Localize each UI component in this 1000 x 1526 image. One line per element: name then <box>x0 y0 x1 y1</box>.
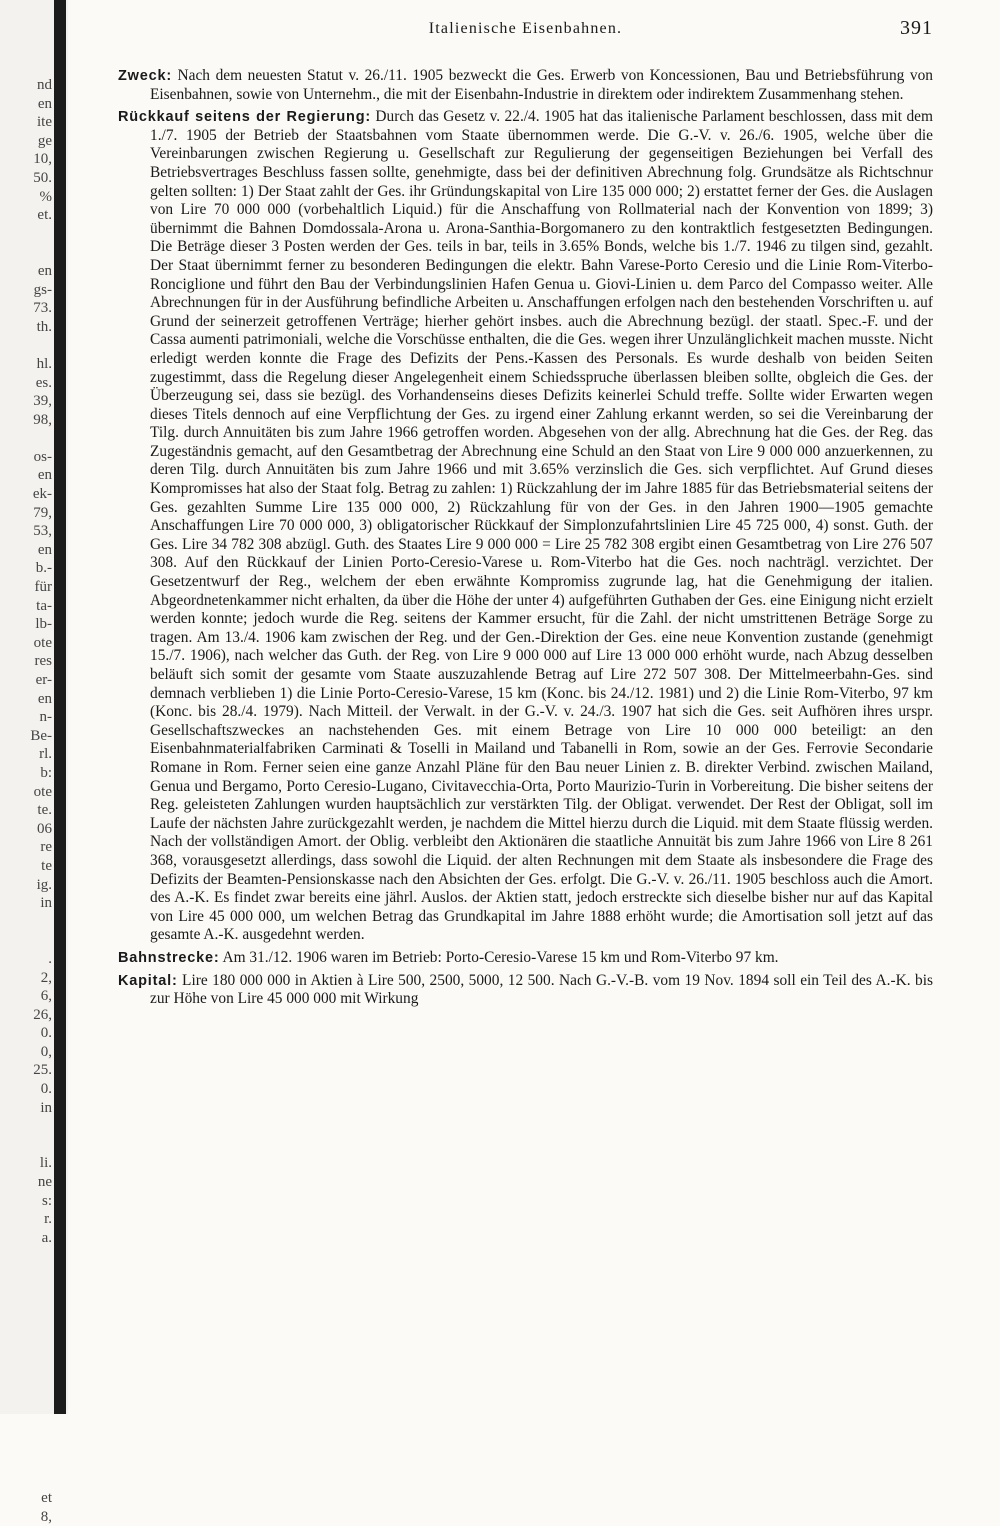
entry-text: Durch das Gesetz v. 22./4. 1905 hat das italienische Parlament beschlossen, dass mit dem 1./7. 1905 der Betrieb der Staatsbahnen vom Staate übernommen werde. Die G.-V. v. 26./6. 1905, welche über die Vereinbarungen zwischen Regierung u. Gesellschaft zur Regulierung der gegenseitigen Beziehungen bei Verfall des Betriebsvertrages Beschluss fassen sollte, genehmigte, dass bei der definitiven Abrechnung folg. Grundsätze als Richtschnur gelten sollten: 1) Der Staat zahlt der Ges. ihr Gründungskapital von Lire 135 000 000; 2) erstattet ferner der Ges. die Auslagen von Lire 70 000 000 (vorbehaltlich Liquid.) für die Anschaffung von Rollmaterial nach der Konvention von 1899; 3) übernimmt die Bahnen Domdossala-Arona u. Arona-Santhia-Borgomanero zu den kontraktlich festgesetzten Bedingungen. Die Beträge dieser 3 Posten werden der Ges. teils in bar, teils in 3.65% Bonds, welche bis 1./7. 1946 zu tilgen sind, gezahlt. Der Staat übernimmt ferner zu besonderen Bedingungen die elektr. Bahn Varese-Porto Ceresio und die Linie Rom-Viterbo-Ronciglione und führt den Bau der Verbindungslinien Hafen Genua u. Giovi-Linien u. dem Parco del Compasso weiter. Alle Abrechnungen für in der Ausführung befindliche Arbeiten u. Anschaffungen erfolgen nach den bestehenden Vorschriften u. auf Grund der seinerzeit getroffenen Verträge; hierher gehört insbes. auch die Abrechnung bezügl. der staatl. Spec.-F. und der Cassa aumenti patrimoniali, welche die Vorschüsse enthalten, die die Ges. wegen ihrer Unzulänglichkeit machen musste. Nicht erledigt werden konnte die Frage des Defizits der Pens.-Kassen des Personals. Es wurde deshalb von beiden Seiten zugestimmt, dass die Regelung dieser Angelegenheit einem Schiedsspruche überlassen bleiben sollte, obgleich die Ges. der Überzeugung sei, dass sie bezügl. des Vorhandenseins dieses Defizits keinerlei Schuld treffe. Sollte wider Erwarten wegen dieses Titels dennoch auf eine Verpflichtung der Ges. zu irgend einer Zahlung erkannt werden, so sei die Vereinbarung der Tilg. durch Annuitäten bis zum Jahre 1966 getroffen worden. Abgesehen von der allg. Abrechnung hat die Ges. der Reg. das Zugeständnis gemacht, auf den Gesamtbetrag der Abrechnung eine Schuld an den Staat von Lire 9 000 000 anzuerkennen, zu deren Tilg. durch Annuitäten bis zum Jahre 1966 und mit 3.65% verzinslich die Ges. sich verpflichtet. Auf Grund dieses Kompromisses hat also der Staat folg. Betrag zu zahlen: 1) Rückzahlung der im Jahre 1885 für das Betriebsmaterial seitens der Ges. gezahlten Summe Lire 135 000 000, 2) Rückzahlung für von der Ges. in den Jahren 1900—1905 gemachte Anschaffungen Lire 70 000 000, 3) obligatorischer Rückkauf der Simplonzufahrtslinien Lire 45 725 000, 4) sonst. Guth. der Ges. Lire 34 782 308 abzügl. Guth. des Staates Lire 9 000 000 = Lire 25 782 308 ergibt einen Gesamtbetrag von Lire 276 507 308. Auf den Rückkauf der Linien Porto-Ceresio-Varese u. Rom-Viterbo hat die Ges. noch nachträgl. verzichtet. Der Gesetzentwurf der Reg., welchem der eben erwähnte Kompromiss zugrunde lag, hat die Genehmigung der italien. Abgeordnetenkammer nicht erhalten, da über die Höhe der unter 4) aufgeführten Guthaben der Ges. eine Einigung nicht erzielt werden konnte; jedoch wurde die Reg. seitens der Kammer ersucht, für die Zahl. der nicht umstrittenen Beträge Sorge zu tragen. Am 13./4. 1906 kam zwischen der Reg. und der Gen.-Direktion der Ges. eine neue Konvention zustande (genehmigt 15./7. 1906), nach welcher das Guth. der Reg. von Lire 9 000 000 auf Lire 13 000 000 erhöht wurde, nach Abzug desselben beläuft sich somit der gesamte vom Staate auszuzahlende Betrag auf Lire 272 507 308. Der Mittelmeerbahn-Ges. sind demnach verblieben 1) die Linie Porto-Ceresio-Varese, 15 km (Konc. bis 24./12. 1981) und 2) die Linie Rom-Viterbo, 97 km (Konc. bis 28./4. 1979). Nach Mitteil. der Verwalt. in der G.-V. v. 24./3. 1907 hat sich die Ges. seit Aufhören ihres urspr. Gesellschaftszweckes an nachstehenden Ges. mit einem Betrage von Lire 10 000 000 beteiligt: an den Eisenbahnmaterialfabriken Carminati & Toselli in Mailand und Tabanelli in Rom, sowie an der Ges. Ferrovie Secondarie Romane in Rom. Ferner seien eine ganze Anzahl Pläne für den Bau neuer Linien z. B. direkter Verbind. zwischen Mailand, Genua und Bergamo, Porto Ceresio-Lugano, Civitavecchia-Orta, Porto Maurizio-Turin in Vorbereitung. Die bisher seitens der Reg. geleisteten Zahlungen wurden hauptsächlich zur verstärkten Tilg. der Obligat. verwendet. Der Rest der Obligat, soll im Laufe der nächsten Jahre zurückgezahlt werden, je nachdem die Mittel hierzu durch die Liquid. mit dem Staate flüssig werden. Nach der vollständigen Amort. der Oblig. verbleibt den Aktionären die staatliche Annuität bis zum Jahre 1966 von Lire 8 261 368, vorausgesetzt allerdings, dass sowohl die Liquid. der alten Rechnungen mit dem Staate als insbesondere die Frage des Defizits der Beamten-Pensionskasse nach den Absichten der Ges. erfolgt. Die G.-V. v. 26./11. 1905 beschloss auch die Amort. des A.-K. Es findet zwar bereits eine jährl. Auslos. der Aktien statt, jedoch erstreckte sich dieselbe bisher nur auf das Kapital von Lire 45 000 000, um welchen Betrag das Grundkapital im Jahre 1888 erhöht wurde; die Amortisation soll jetzt auf das gesamte A.-K. ausgedehnt werden. <box>150 108 933 944</box>
adjacent-page-fragment: res <box>34 653 52 670</box>
adjacent-page-fragment: ne <box>37 1174 52 1191</box>
adjacent-page-fragment: % <box>39 188 52 205</box>
adjacent-page-fragment <box>30 336 52 355</box>
adjacent-page-fragment: s: <box>41 1192 52 1209</box>
entry-zweck <box>118 67 933 104</box>
adjacent-page-fragment: r. <box>44 1211 52 1228</box>
adjacent-page-fragment: n- <box>39 709 52 726</box>
adjacent-page-fragment <box>30 1433 52 1452</box>
adjacent-page-fragment <box>30 1396 52 1415</box>
running-title: Italienische Eisenbahnen. <box>428 20 623 37</box>
adjacent-page-fragment: 0, <box>40 1043 52 1060</box>
adjacent-page-fragment: . <box>48 950 52 967</box>
adjacent-page-fragment: 50. <box>33 169 52 186</box>
adjacent-page-fragment: 79, <box>33 504 52 521</box>
entry-text: Nach dem neuesten Statut v. 26./11. 1905 bezweckt die Ges. Erwerb von Koncessionen, Bau und Betriebsführung von Eisenbahnen, sowie von Unternehm., die mit der Eisenbahn-Industrie in direktem oder indirektem Zusammenhang stehen. <box>150 67 933 103</box>
adjacent-page-fragment: 25. <box>33 1062 52 1079</box>
adjacent-page-fragment <box>30 1285 52 1304</box>
adjacent-page-fragment: ek- <box>32 486 52 503</box>
adjacent-page-fragment <box>30 1415 52 1434</box>
adjacent-page-fragment <box>30 1322 52 1341</box>
entry-text: Lire 180 000 000 in Aktien à Lire 500, 2500, 5000, 12 500. Nach G.-V.-B. vom 19 Nov. 1894 soll ein Teil des A.-K. bis zur Höhe von Lire 45 000 000 mit Wirkung <box>150 971 933 1008</box>
adjacent-page-fragment: ig. <box>36 876 52 893</box>
adjacent-page-margin <box>0 0 68 1525</box>
adjacent-page-fragment: rl. <box>39 746 52 763</box>
entry-label: Kapital: <box>118 972 178 989</box>
adjacent-page-fragment: 10, <box>33 151 52 168</box>
adjacent-page-fragment: en <box>37 690 52 707</box>
adjacent-page-fragment: a. <box>41 1229 52 1246</box>
adjacent-page-fragment: Be- <box>30 727 52 744</box>
adjacent-page-fragment: li. <box>39 1155 52 1172</box>
adjacent-page-fragment: 98, <box>33 411 52 428</box>
entry-bahnstrecke <box>118 949 933 968</box>
adjacent-page-fragment: 73. <box>33 300 52 317</box>
adjacent-page-fragment <box>30 1378 52 1397</box>
entry-rueckkauf <box>118 108 933 945</box>
entry-kapital <box>118 972 933 1009</box>
adjacent-page-fragment: b: <box>40 764 52 781</box>
entry-label: Bahnstrecke: <box>118 949 220 966</box>
adjacent-page-fragment: te. <box>37 802 52 819</box>
adjacent-page-fragment: 0. <box>40 1081 52 1098</box>
adjacent-page-fragment: 2, <box>40 969 52 986</box>
adjacent-page-fragment: en <box>37 467 52 484</box>
adjacent-page-fragment <box>30 1359 52 1378</box>
adjacent-page-fragment <box>30 1471 52 1490</box>
adjacent-page-fragment: et <box>41 1490 52 1507</box>
binding-shadow <box>54 0 66 1414</box>
adjacent-page-fragment: ge <box>37 132 52 149</box>
adjacent-page-fragment: für <box>34 579 52 596</box>
adjacent-page-fragment: 06 <box>37 820 52 837</box>
adjacent-page-fragment <box>30 931 52 950</box>
adjacent-page-fragment: en <box>37 262 52 279</box>
adjacent-page-fragment: 26, <box>33 1006 52 1023</box>
adjacent-page-fragment: re <box>40 839 52 856</box>
adjacent-page-fragment: 6, <box>40 988 52 1005</box>
adjacent-page-fragment <box>30 1136 52 1155</box>
adjacent-page-fragment <box>30 243 52 262</box>
entry-label: Rückkauf seitens der Regierung: <box>118 109 371 126</box>
adjacent-page-fragment: gs- <box>33 281 52 298</box>
adjacent-page-fragment <box>30 1117 52 1136</box>
adjacent-page-fragment: ote <box>33 783 52 800</box>
adjacent-page-fragment: ta- <box>36 597 52 614</box>
adjacent-page-fragment <box>30 225 52 244</box>
adjacent-page-text <box>30 76 52 1526</box>
entry-label: Zweck: <box>118 68 172 84</box>
adjacent-page-fragment: er- <box>35 672 52 688</box>
adjacent-page-fragment: nd <box>37 77 52 93</box>
adjacent-page-fragment: 0. <box>40 1025 52 1042</box>
adjacent-page-fragment: 39, <box>33 393 52 410</box>
adjacent-page-fragment: es. <box>35 374 52 391</box>
page-number: 391 <box>900 17 933 39</box>
page-header <box>118 17 933 46</box>
adjacent-page-fragment: 53, <box>33 523 52 540</box>
adjacent-page-fragment: hl. <box>36 355 52 372</box>
adjacent-page-fragment: en <box>37 95 52 112</box>
adjacent-page-fragment: lb- <box>35 616 52 633</box>
adjacent-page-fragment <box>30 1303 52 1322</box>
adjacent-page-fragment: en <box>37 541 52 558</box>
adjacent-page-fragment: 8, <box>40 1508 52 1525</box>
adjacent-page-fragment: ote <box>33 634 52 651</box>
adjacent-page-fragment: et. <box>37 207 52 224</box>
adjacent-page-fragment: in <box>40 1099 52 1116</box>
page-body <box>118 67 933 1013</box>
adjacent-page-fragment <box>30 1266 52 1285</box>
adjacent-page-fragment: ite <box>37 114 52 131</box>
adjacent-page-fragment: in <box>40 895 52 912</box>
adjacent-page-fragment <box>30 429 52 448</box>
adjacent-page-fragment <box>30 1247 52 1266</box>
adjacent-page-fragment: th. <box>36 318 52 335</box>
adjacent-page-fragment <box>30 913 52 932</box>
adjacent-page-fragment: os- <box>33 448 52 465</box>
entry-text: Am 31./12. 1906 waren im Betrieb: Porto-Ceresio-Varese 15 km und Rom-Viterbo 97 km. <box>222 948 779 966</box>
adjacent-page-fragment <box>30 1452 52 1471</box>
adjacent-page-fragment: b.- <box>35 560 52 577</box>
adjacent-page-fragment: te <box>41 857 52 874</box>
adjacent-page-fragment <box>30 1340 52 1359</box>
